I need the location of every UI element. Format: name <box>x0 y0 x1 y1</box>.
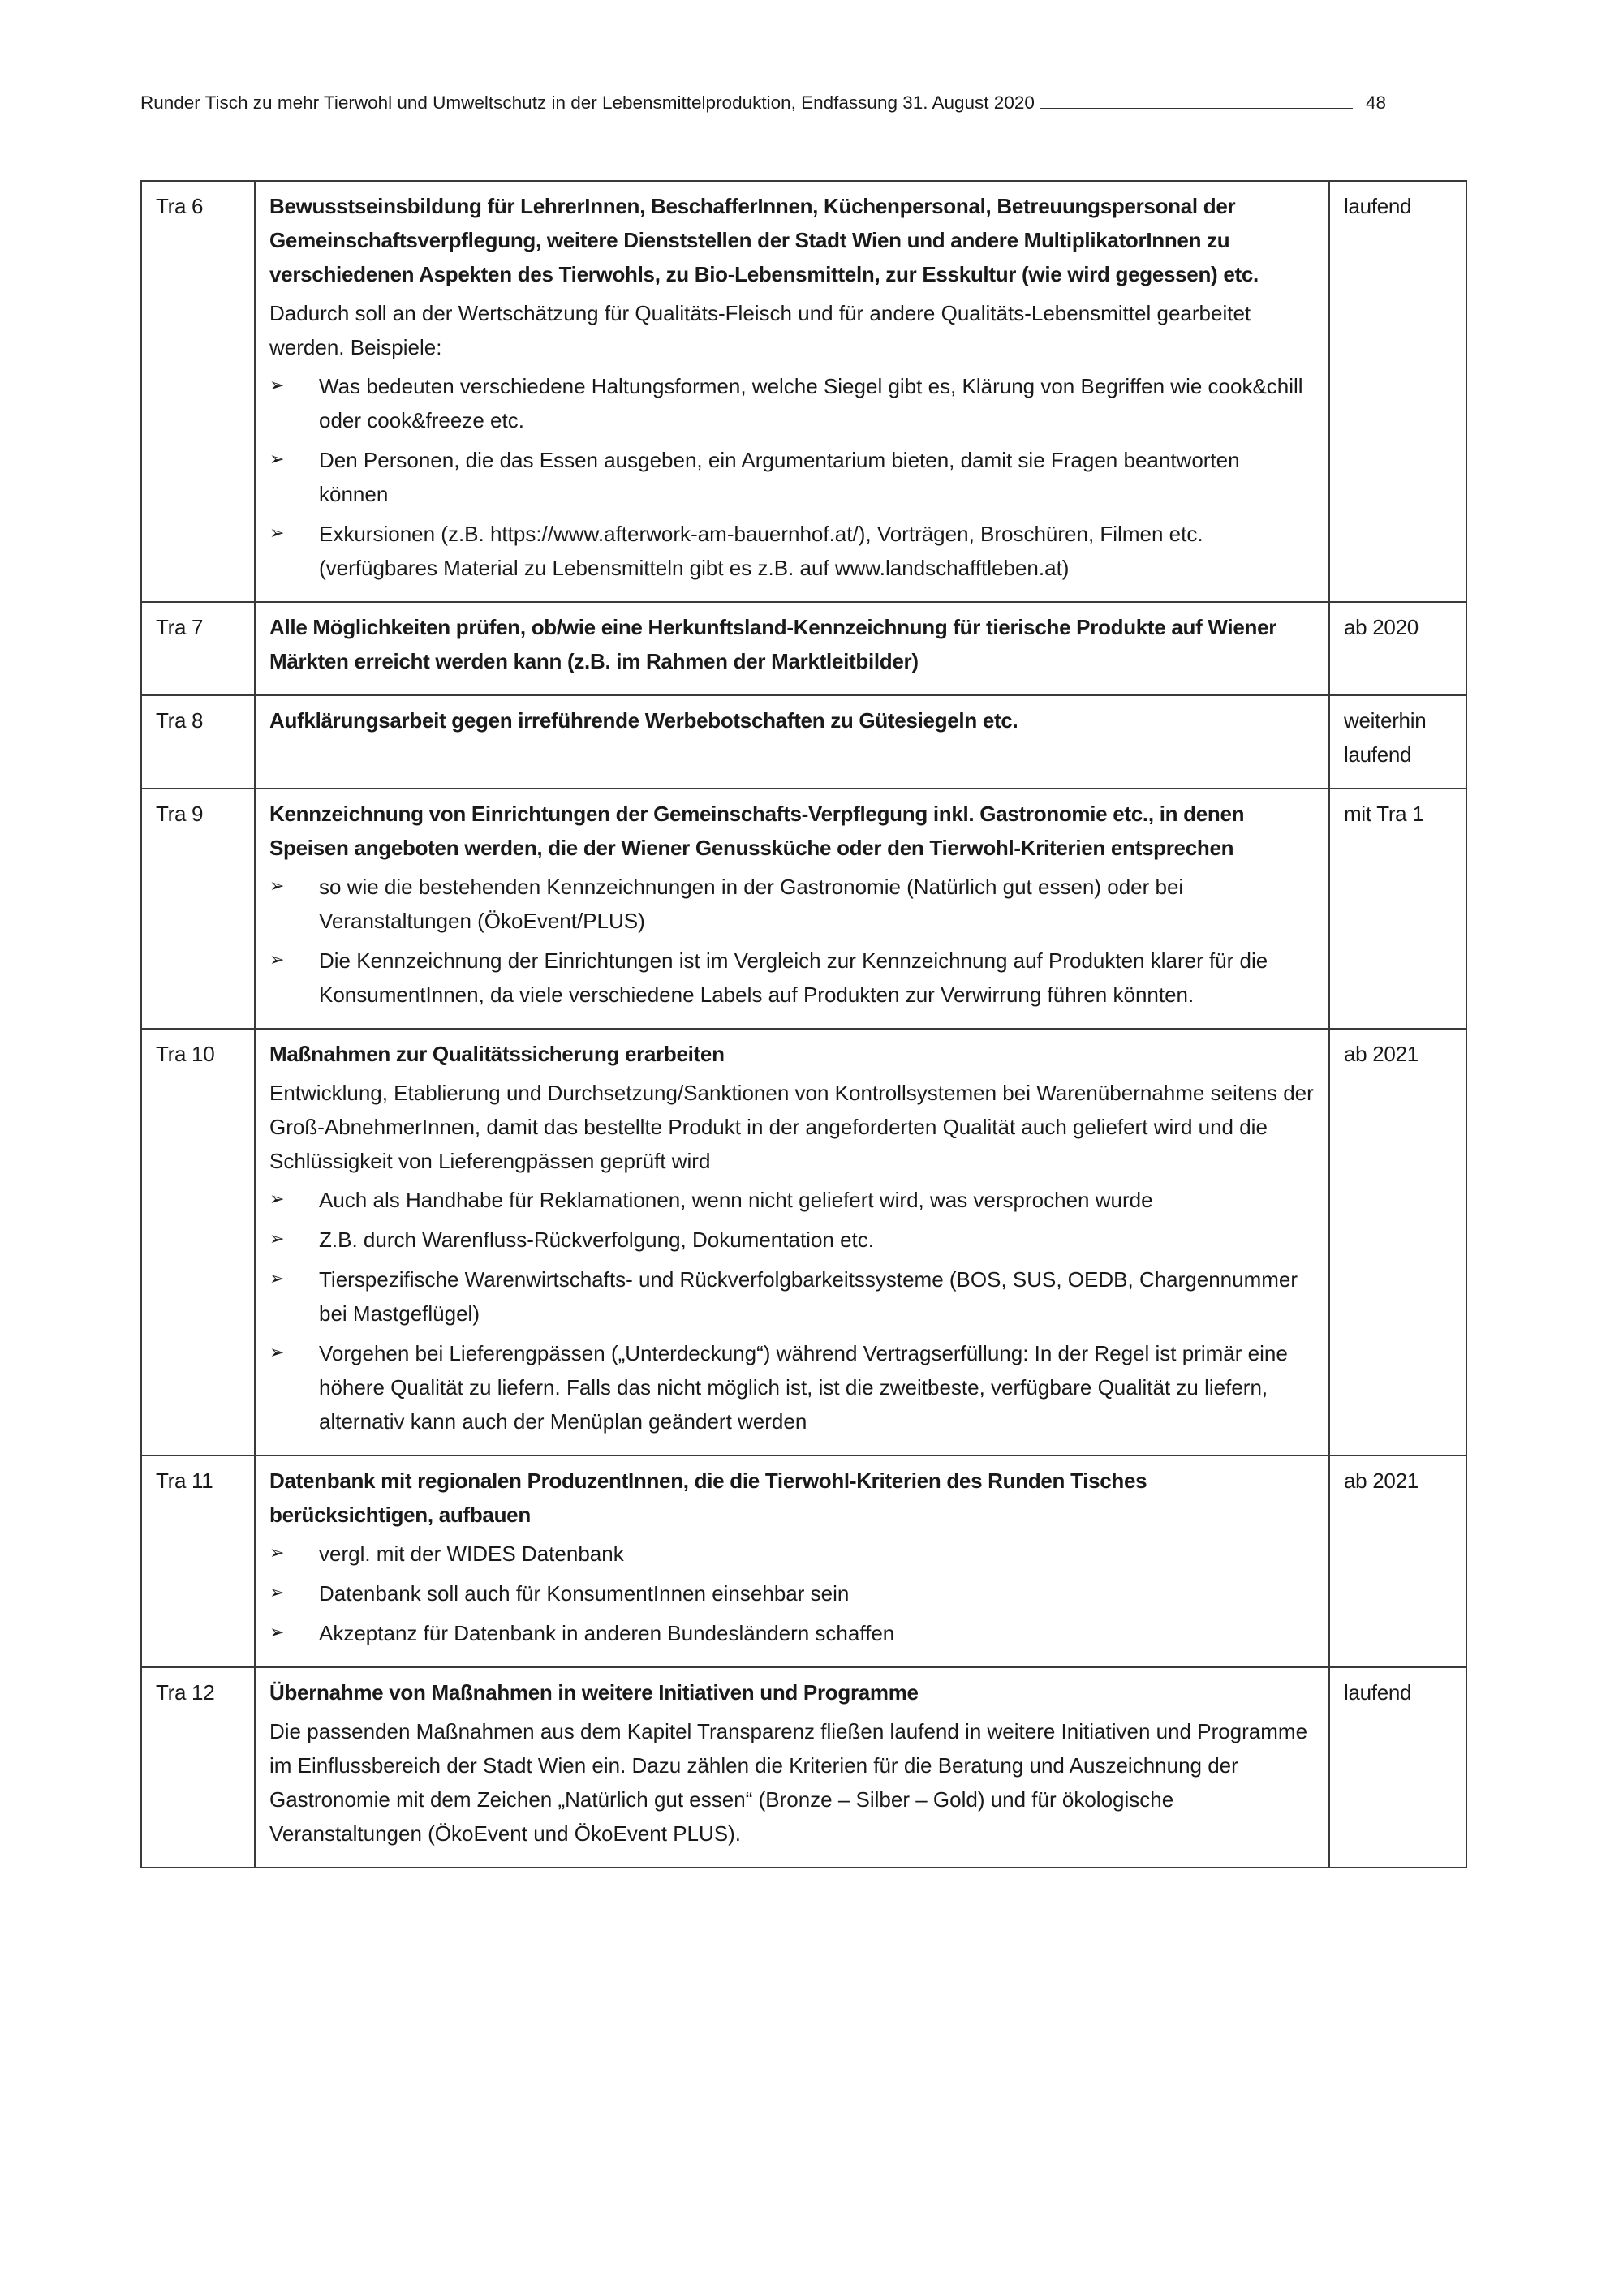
bullet-text: Z.B. durch Warenfluss-Rückverfolgung, Dokumentation etc. <box>319 1228 874 1252</box>
arrowhead-bullet-icon: ➢ <box>269 523 285 544</box>
list-item <box>269 870 1315 938</box>
measure-description <box>255 1029 1329 1455</box>
bullet-text: Vorgehen bei Lieferengpässen („Unterdeckung“) während Vertragserfüllung: In der Regel ist primär eine höhere Qualität zu liefern. Falls das nicht möglich ist, ist die zweitbeste, verfügbare Qualität zu liefern, alternativ kann auch der Menüplan geändert werden <box>319 1341 1288 1434</box>
bullet-text: Tierspezifische Warenwirtschafts- und Rückverfolgbarkeitssysteme (BOS, SUS, OEDB, Chargennummer bei Mastgeflügel) <box>319 1267 1298 1326</box>
list-item <box>269 1336 1315 1438</box>
bullet-list <box>269 1183 1315 1438</box>
arrowhead-bullet-icon: ➢ <box>269 1343 285 1363</box>
page-header <box>140 91 1386 115</box>
measure-id: Tra 12 <box>141 1667 255 1868</box>
bullet-text: so wie die bestehenden Kennzeichnungen in der Gastronomie (Natürlich gut essen) oder bei Veranstaltungen (ÖkoEvent/PLUS) <box>319 875 1184 933</box>
measure-timeline: weiterhin laufend <box>1329 695 1466 789</box>
list-item <box>269 944 1315 1012</box>
table-row <box>141 602 1466 695</box>
measure-description <box>255 1667 1329 1868</box>
measure-timeline: ab 2021 <box>1329 1029 1466 1455</box>
table-row <box>141 1029 1466 1455</box>
measure-description <box>255 181 1329 602</box>
measure-title: Datenbank mit regionalen ProduzentInnen, die die Tierwohl-Kriterien des Runden Tisches berücksichtigen, aufbauen <box>269 1468 1147 1527</box>
list-item <box>269 1616 1315 1650</box>
measure-id: Tra 6 <box>141 181 255 602</box>
list-item <box>269 369 1315 437</box>
bullet-text: vergl. mit der WIDES Datenbank <box>319 1541 624 1566</box>
bullet-text: Datenbank soll auch für KonsumentInnen einsehbar sein <box>319 1581 850 1606</box>
measure-description <box>255 1455 1329 1667</box>
page-number: 48 <box>1365 92 1386 113</box>
measure-id: Tra 7 <box>141 602 255 695</box>
list-item <box>269 1183 1315 1217</box>
table-row <box>141 181 1466 602</box>
bullet-list <box>269 870 1315 1012</box>
measure-timeline: mit Tra 1 <box>1329 789 1466 1029</box>
bullet-text: Exkursionen (z.B. https://www.afterwork-am-bauernhof.at/), Vorträgen, Broschüren, Filmen etc. (verfügbares Material zu Lebensmitteln gibt es z.B. auf www.landschafftleben.at) <box>319 522 1203 580</box>
measure-text: Entwicklung, Etablierung und Durchsetzung/Sanktionen von Kontrollsystemen bei Warenübernahme seitens der Groß-AbnehmerInnen, damit das bestellte Produkt in der angeforderten Qualität auch geliefert wird und die Schlüssigkeit von Lieferengpässen geprüft wird <box>269 1081 1314 1173</box>
measure-title: Bewusstseinsbildung für LehrerInnen, BeschafferInnen, Küchenpersonal, Betreuungspersonal der Gemeinschaftsverpflegung, weitere Dienststellen der Stadt Wien und andere MultiplikatorInnen zu verschiedenen Aspekten des Tierwohls, zu Bio-Lebensmitteln, zur Esskultur (wie wird gegessen) etc. <box>269 194 1259 286</box>
arrowhead-bullet-icon: ➢ <box>269 1189 285 1210</box>
table-row <box>141 789 1466 1029</box>
table-row <box>141 1667 1466 1868</box>
list-item <box>269 1262 1315 1331</box>
measures-table <box>140 180 1467 1868</box>
list-item <box>269 1576 1315 1610</box>
arrowhead-bullet-icon: ➢ <box>269 376 285 396</box>
list-item <box>269 1537 1315 1571</box>
list-item <box>269 517 1315 585</box>
measure-id: Tra 9 <box>141 789 255 1029</box>
measure-timeline: laufend <box>1329 1667 1466 1868</box>
bullet-text: Auch als Handhabe für Reklamationen, wenn nicht geliefert wird, was versprochen wurde <box>319 1188 1153 1212</box>
arrowhead-bullet-icon: ➢ <box>269 876 285 896</box>
arrowhead-bullet-icon: ➢ <box>269 1583 285 1603</box>
table-row <box>141 1455 1466 1667</box>
measure-id: Tra 8 <box>141 695 255 789</box>
measure-timeline: ab 2021 <box>1329 1455 1466 1667</box>
arrowhead-bullet-icon: ➢ <box>269 449 285 470</box>
measure-title: Kennzeichnung von Einrichtungen der Gemeinschafts-Verpflegung inkl. Gastronomie etc., in denen Speisen angeboten werden, die der Wiener Genussküche oder den Tierwohl-Kriterien entsprechen <box>269 802 1245 860</box>
bullet-text: Akzeptanz für Datenbank in anderen Bundesländern schaffen <box>319 1621 895 1645</box>
bullet-list <box>269 1537 1315 1650</box>
arrowhead-bullet-icon: ➢ <box>269 950 285 970</box>
measure-text: Dadurch soll an der Wertschätzung für Qualitäts-Fleisch und für andere Qualitäts-Lebensmittel gearbeitet werden. Beispiele: <box>269 301 1251 359</box>
bullet-text: Den Personen, die das Essen ausgeben, ein Argumentarium bieten, damit sie Fragen beantworten können <box>319 448 1240 506</box>
measure-title: Alle Möglichkeiten prüfen, ob/wie eine Herkunftsland-Kennzeichnung für tierische Produkte auf Wiener Märkten erreicht werden kann (z.B. im Rahmen der Marktleitbilder) <box>269 615 1277 673</box>
measure-title: Maßnahmen zur Qualitätssicherung erarbeiten <box>269 1042 725 1066</box>
arrowhead-bullet-icon: ➢ <box>269 1229 285 1249</box>
measure-text: Die passenden Maßnahmen aus dem Kapitel Transparenz fließen laufend in weitere Initiativen und Programme im Einflussbereich der Stadt Wien ein. Dazu zählen die Kriterien für die Beratung und Auszeichnung der Gastronomie mit dem Zeichen „Natürlich gut essen“ (Bronze – Silber – Gold) und für ökologische Veranstaltungen (ÖkoEvent und ÖkoEvent PLUS). <box>269 1719 1308 1846</box>
arrowhead-bullet-icon: ➢ <box>269 1543 285 1563</box>
measure-title: Aufklärungsarbeit gegen irreführende Werbebotschaften zu Gütesiegeln etc. <box>269 708 1018 733</box>
header-rule <box>1040 92 1353 109</box>
measure-title: Übernahme von Maßnahmen in weitere Initiativen und Programme <box>269 1680 919 1705</box>
measure-description <box>255 695 1329 789</box>
bullet-text: Was bedeuten verschiedene Haltungsformen, welche Siegel gibt es, Klärung von Begriffen wie cook&chill oder cook&freeze etc. <box>319 374 1303 432</box>
measure-description <box>255 602 1329 695</box>
bullet-text: Die Kennzeichnung der Einrichtungen ist im Vergleich zur Kennzeichnung auf Produkten klarer für die KonsumentInnen, da viele verschiedene Labels auf Produkten zur Verwirrung führen könnten. <box>319 948 1268 1007</box>
header-title: Runder Tisch zu mehr Tierwohl und Umweltschutz in der Lebensmittelproduktion, Endfassung 31. August 2020 <box>140 92 1035 113</box>
list-item <box>269 443 1315 511</box>
table-row <box>141 695 1466 789</box>
measure-id: Tra 11 <box>141 1455 255 1667</box>
measure-id: Tra 10 <box>141 1029 255 1455</box>
arrowhead-bullet-icon: ➢ <box>269 1623 285 1643</box>
measure-description <box>255 789 1329 1029</box>
list-item <box>269 1223 1315 1257</box>
arrowhead-bullet-icon: ➢ <box>269 1269 285 1289</box>
bullet-list <box>269 369 1315 585</box>
measure-timeline: laufend <box>1329 181 1466 602</box>
measure-timeline: ab 2020 <box>1329 602 1466 695</box>
